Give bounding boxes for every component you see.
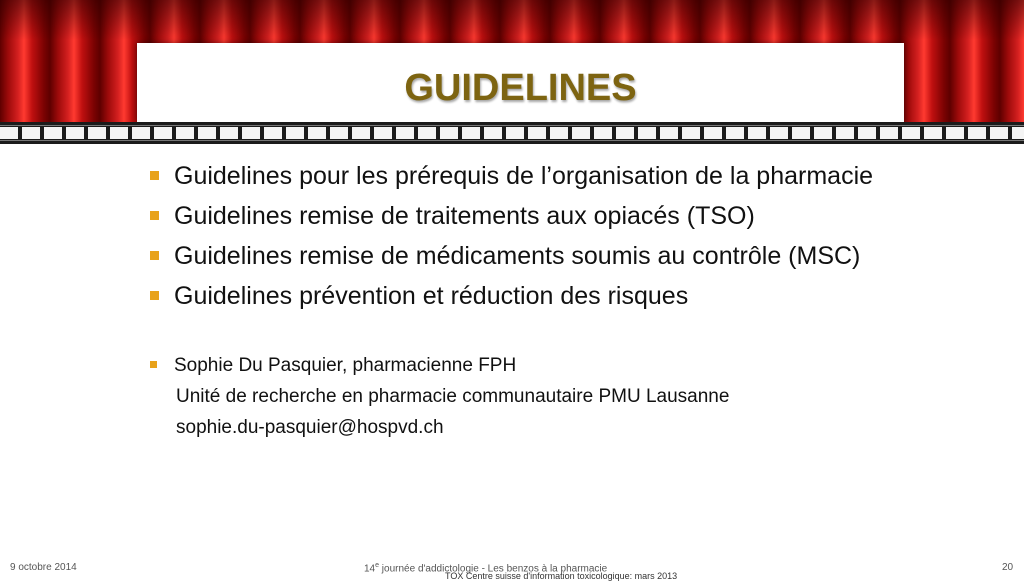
footer-event-text: journée d'addictologie - Les benzos à la pharmacie xyxy=(379,563,608,575)
square-bullet-icon xyxy=(150,361,157,368)
bullet-text: Guidelines prévention et réduction des risques xyxy=(174,282,689,310)
bullet-item xyxy=(147,236,947,276)
footer-event-superscript: e xyxy=(375,562,380,569)
bullet-list xyxy=(147,156,947,316)
footer-source: TOX Centre suisse d'information toxicologique: mars 2013 xyxy=(445,571,678,581)
bullet-text: Guidelines remise de médicaments soumis au contrôle (MSC) xyxy=(174,242,861,270)
square-bullet-icon xyxy=(150,171,159,180)
curtain-background xyxy=(0,0,1024,122)
author-name: Sophie Du Pasquier, pharmacienne FPH xyxy=(174,355,517,376)
author-block xyxy=(147,350,947,443)
author-affiliation: Unité de recherche en pharmacie communautaire PMU Lausanne xyxy=(176,386,730,407)
author-email[interactable]: sophie.du-pasquier@hospvd.ch xyxy=(176,417,444,438)
bullet-item xyxy=(147,276,947,316)
footer-page-number: 20 xyxy=(1002,562,1014,573)
footer-event-number: 14 xyxy=(364,563,376,575)
bullet-text: Guidelines remise de traitements aux opiacés (TSO) xyxy=(174,202,755,230)
bullet-item xyxy=(147,156,947,196)
bullet-text: Guidelines pour les prérequis de l’organisation de la pharmacie xyxy=(174,162,874,190)
square-bullet-icon xyxy=(150,251,159,260)
slide-title: GUIDELINES xyxy=(404,67,637,109)
film-strip-frames xyxy=(0,127,1024,139)
footer-date: 9 octobre 2014 xyxy=(10,562,77,573)
film-strip-divider xyxy=(0,122,1024,144)
film-strip-edge-top xyxy=(0,125,1024,126)
square-bullet-icon xyxy=(150,291,159,300)
title-panel xyxy=(137,43,904,122)
slide-body xyxy=(147,156,947,443)
square-bullet-icon xyxy=(150,211,159,220)
film-strip-edge-bottom xyxy=(0,140,1024,141)
bullet-item xyxy=(147,196,947,236)
